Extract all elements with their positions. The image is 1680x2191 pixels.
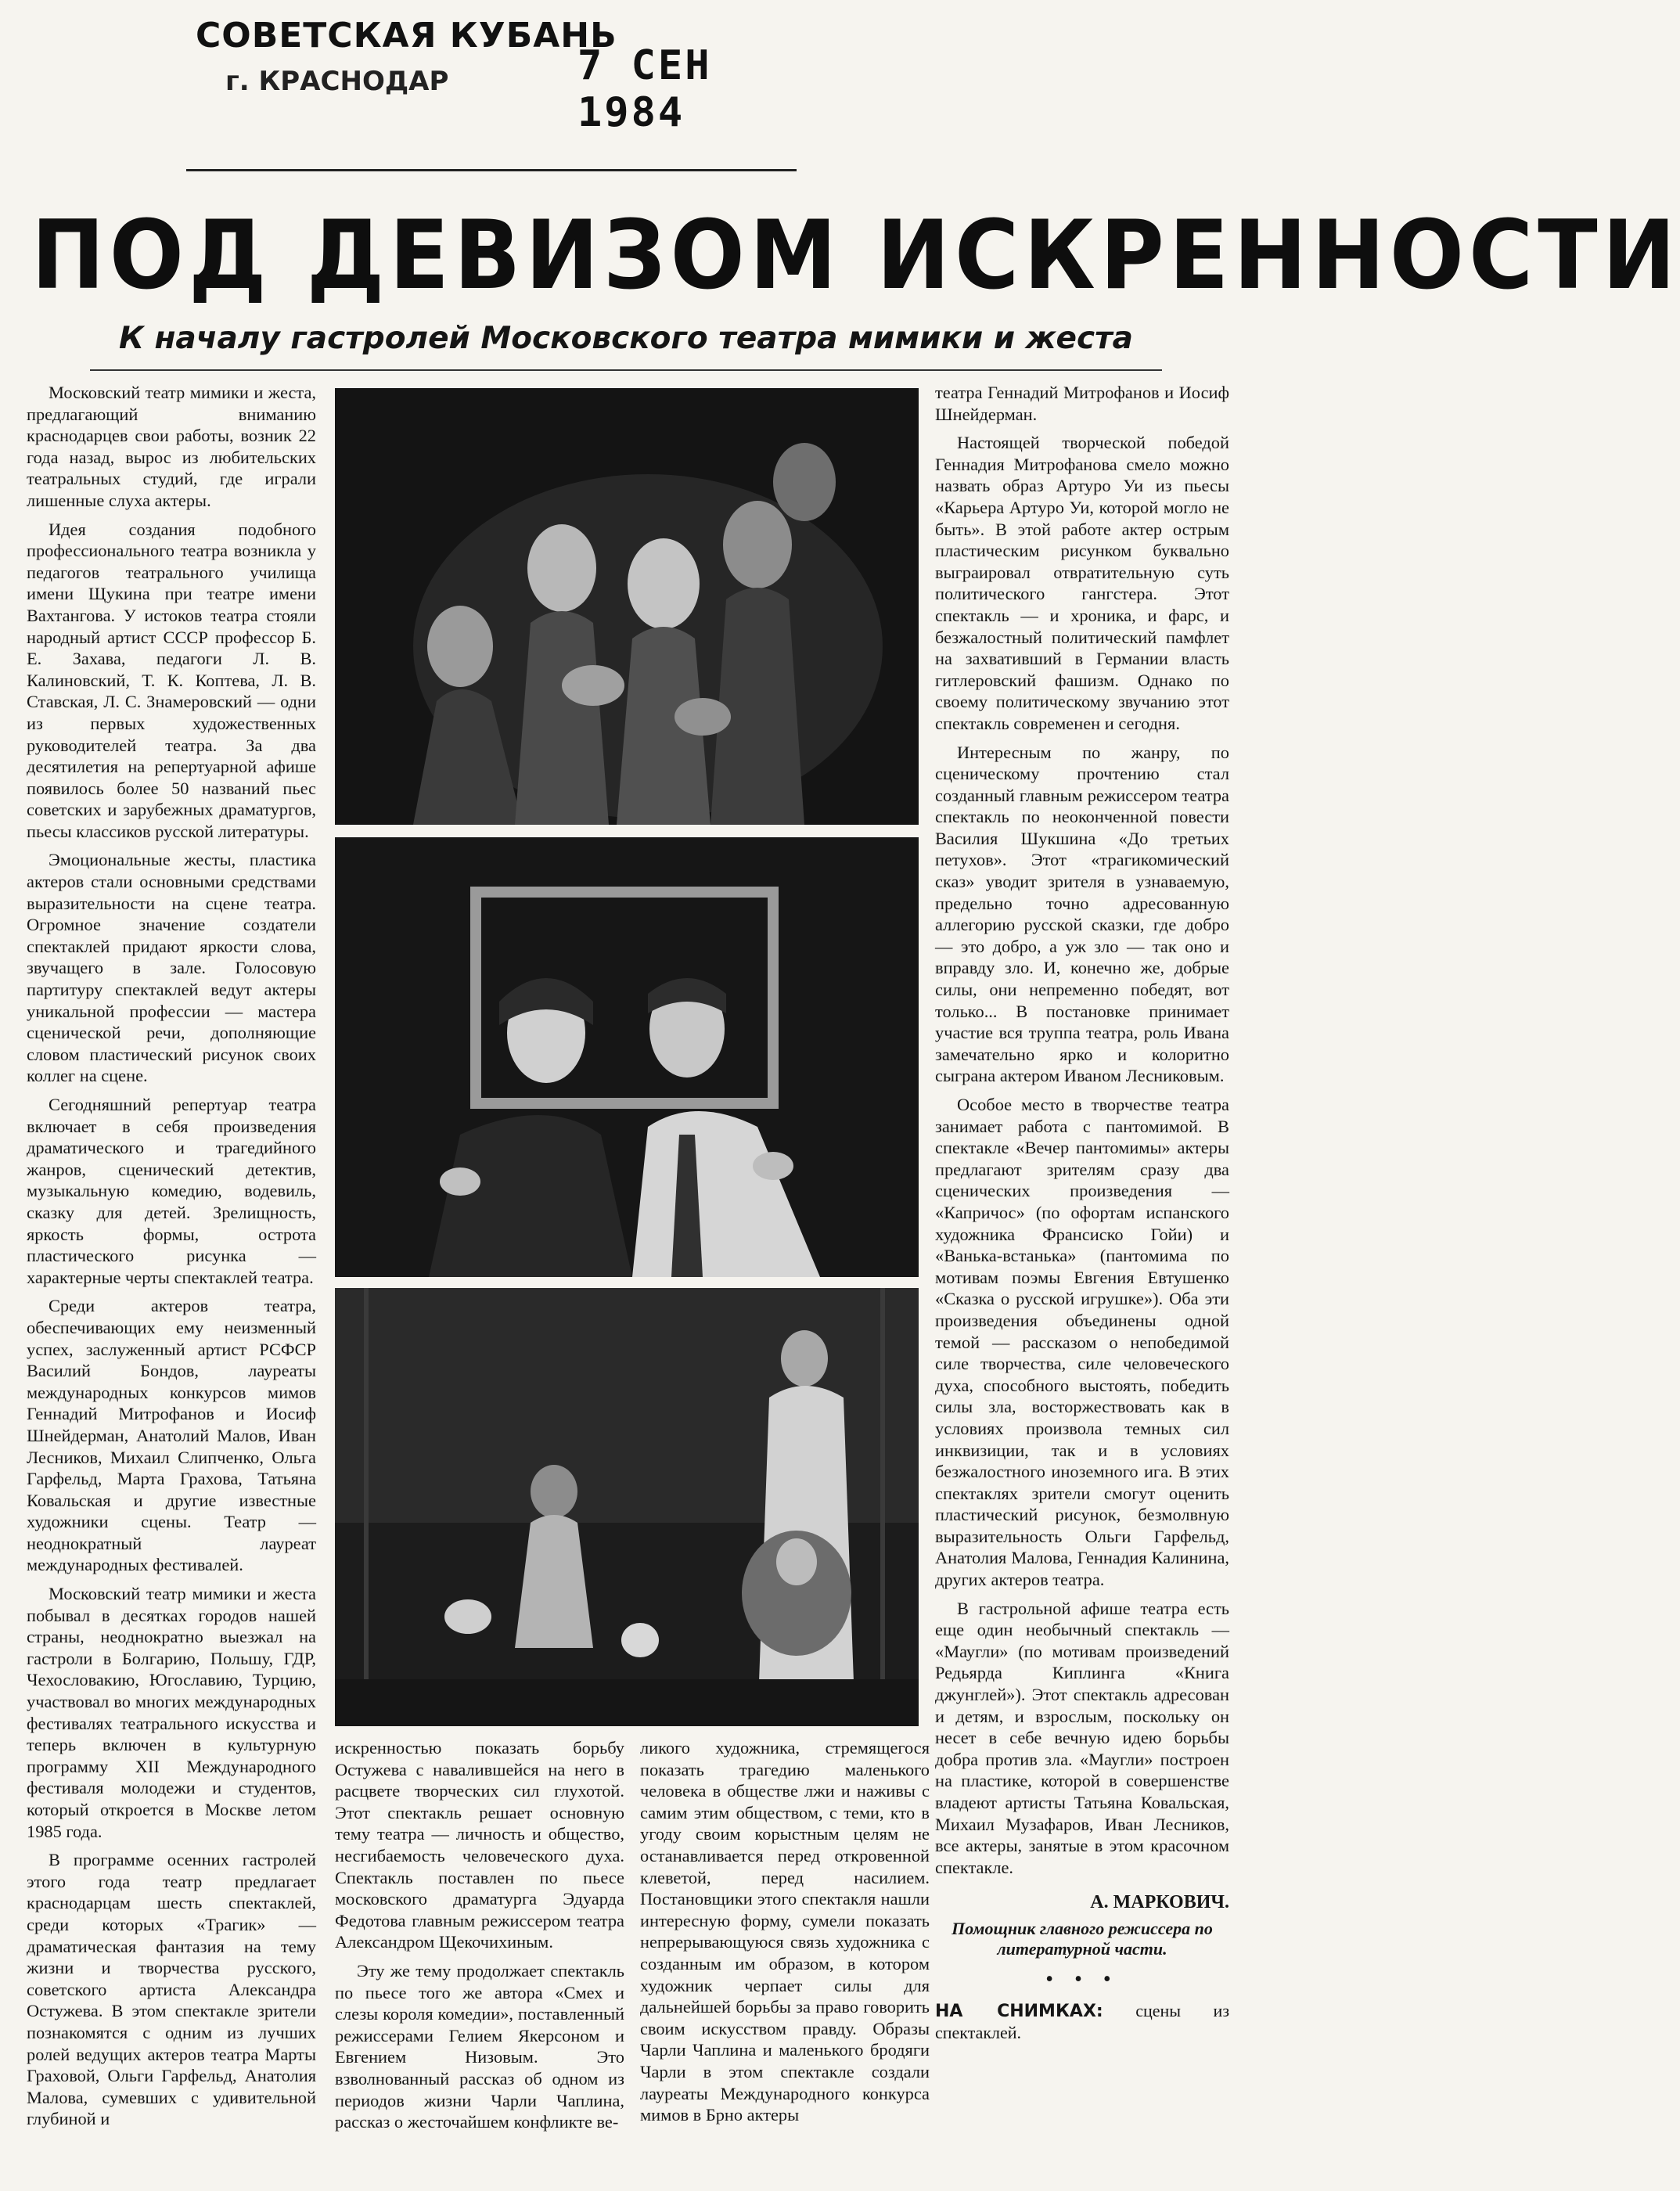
article-paragraph: искренностью показать борьбу Остужева с навалившейся на него в расцвете творческих сил глухотой. Этот спектакль решает основную тему театра — личность и общество, несгибаемость человеческого духа. Спектакль поставлен по пьесе московского драматурга Эдуарда Федотова главным режиссером театра Александром Щекочихиным. <box>335 1738 624 1952</box>
author-role: Помощник главного режиссера по литературной части. <box>952 1918 1213 1959</box>
clipping-date: 7 СЕН 1984 <box>577 42 712 136</box>
article-headline: ПОД ДЕВИЗОМ ИСКРЕННОСТИ <box>31 200 1680 311</box>
captions-label: НА СНИМКАХ: <box>935 2001 1103 2021</box>
article-column-4 <box>935 382 1229 2182</box>
subheadline-divider <box>90 369 1162 371</box>
captions-text: сцены из спектаклей. <box>935 2000 1230 2042</box>
photo-captions <box>935 2000 1229 2043</box>
article-paragraph: Эту же тему продолжает спектакль по пьесе того же автора «Смех и слезы короля комедии», поставленный режиссерами Гелием Якерсоном и Евгением Низовым. Это взволнованный рассказ об одном из периодов жизни Чарли Чаплина, рассказ о жесточайшем конфликте ве- <box>335 1960 624 2132</box>
article-paragraph: Настоящей творческой победой Геннадия Митрофанова смело можно назвать образ Артуро Уи из пьесы «Карьера Артуро Уи, которой могло не быть». В этой работе актер острым пластическим рисунком буквально выграировал отвратительную суть политического гангстера. Этот спектакль — и хроника, и фарс, и безжалостный политический памфлет на захвативший в Германии власть гитлеровский фашизм. Однако по своему политическому звучанию этот спектакль современен и сегодня. <box>935 433 1229 733</box>
article-paragraph: ликого художника, стремящегося показать трагедию маленького человека в обществе лжи и наживы с самим этим обществом, с теми, кто в угоду своим корыстным целям не останавливается перед откровенной клеветой, перед насилием. Постановщики этого спектакля нашли интересную форму, сумели показать непрерывающуюся связь художника с созданным им образом, в котором художник черпает силы для дальнейшей борьбы за право говорить своим искусством правду. Образы Чарли Чаплина и маленького бродяги Чарли в этом спектакле создали лауреаты Международного конкурса мимов в Брно актеры <box>640 1738 930 2125</box>
stage-photo-2 <box>335 837 919 1277</box>
newspaper-name: СОВЕТСКАЯ КУБАНЬ <box>196 16 617 56</box>
article-paragraph: Среди актеров театра, обеспечивающих ему неизменный успех, заслуженный артист РСФСР Василий Бондов, лауреаты международных конкурсов мимов Геннадий Митрофанов и Иосиф Шнейдерман, Анатолий Малов, Иван Лесников, Михаил Слипченко, Ольга Гарфельд, Марта Грахова, Татьяна Ковальская и другие известные художники сцены. Театр — неоднократный лауреат международных фестивалей. <box>27 1296 316 1575</box>
article-paragraph: В программе осенних гастролей этого года театр предлагает краснодарцам шесть спектаклей, среди которых «Трагик» — драматическая фантазия на тему жизни и творчества русского, советского артиста Александра Остужева. В этом спектакле зрители познакомятся с одним из лучших ролей ведущих актеров театра Марты Граховой, Ольги Гарфельд, Анатолия Малова, сумевших с удивительной глубиной и <box>27 1850 316 2129</box>
stage-photo-3 <box>335 1288 919 1726</box>
article-paragraph: Московский театр мимики и жеста, предлагающий вниманию краснодарцев свои работы, возник 22 года назад, вырос из любительских театральных студий, где играли лишенные слуха актеры. <box>27 383 316 510</box>
theatre-scene-group-icon <box>335 388 919 825</box>
newspaper-city: г. КРАСНОДАР <box>225 66 449 97</box>
author-signature: А. МАРКОВИЧ. <box>1090 1892 1229 1913</box>
stamp-divider <box>186 169 797 171</box>
article-paragraph: Особое место в творчестве театра занимает работа с пантомимой. В спектакле «Вечер пантомимы» актеры предлагают зрителям сразу два сценических произведения — «Капричос» (по офортам испанского художника Франсиско Гойи) и «Ванька-встанька» (пантомима по мотивам поэмы Евгения Евтушенко «Сказка о русской игрушке»). Оба эти произведения объединены одной темой — рассказом о непобедимой силе творчества, силе человеческого духа, способного выстоять, победить силы зла, восторжествовать как в условиях произвола темных сил инквизиции, так и в условиях безжалостного иноземного ига. В этих спектаклях зрители смогут оценить пластический рисунок, безмолвную выразительность Ольги Гарфельд, Анатолия Малова, Геннадия Калинина, других актеров театра. <box>935 1095 1229 1590</box>
article-paragraph: Интересным по жанру, по сценическому прочтению стал созданный главным режиссером театра спектакль по неоконченной повести Василия Шукшина «До третьих петухов». Этот «трагикомический сказ» уводит зрителя в узнаваемую, предельно точно адресованную аллегорию русской сказки, где добро — это добро, а уж зло — так оно и вправду зло. И, конечно же, добрые силы, они непременно победят, вот только... В постановке принимает участие вся труппа театра, роль Ивана замечательно ярко и колоритно сыграна актером Иваном Лесниковым. <box>935 742 1229 1086</box>
article-paragraph: Сегодняшний репертуар театра включает в себя произведения драматического и трагедийного жанров, сценический детектив, музыкальную комедию, водевиль, сказку для детей. Зрелищность, яркость формы, острота пластического рисунка — характерные черты спектаклей театра. <box>27 1095 316 1287</box>
theatre-scene-puppets-icon <box>335 1288 919 1726</box>
clipping-stamp <box>186 14 797 178</box>
theatre-scene-frame-icon <box>335 837 919 1277</box>
article-paragraph: В гастрольной афише театра есть еще один необычный спектакль — «Маугли» (по мотивам произведений Редьярда Киплинга «Книга джунглей»). Этот спектакль адресован и детям, и взрослым, поскольку он несет в себе вечную идею борьбы добра против зла. «Маугли» построен на пластике, которой в совершенстве владеют артисты Татьяна Ковальская, Михаил Музафаров, Иван Лесников, все актеры, занятые в этом красочном спектакле. <box>935 1598 1229 1877</box>
article-column-3 <box>640 1737 930 2183</box>
article-paragraph: Эмоциональные жесты, пластика актеров стали основными средствами выразительности на сцене театра. Огромное значение создатели спектаклей придают яркости слова, звучащего в зале. Голосовую партитуру спектаклей ведут актеры уникальной профессии — мастера сценической речи, дополняющие словом пластический рисунок своих коллег на сцене. <box>27 850 316 1086</box>
article-column-1 <box>27 382 316 2182</box>
section-separator: • • • <box>1045 1966 1119 1991</box>
article-column-4-body <box>935 382 1229 1878</box>
article-paragraph: Московский театр мимики и жеста побывал в десятках городов нашей страны, неоднократно выезжал на гастроли в Болгарию, Польшу, ГДР, Чехословакию, Югославию, Турцию, участвовал во многих международных фестивалях театрального искусства и теперь включен в культурную программу XII Международного фестиваля молодежи и студентов, который откроется в Москве летом 1985 года. <box>27 1584 316 1841</box>
stage-photo-1 <box>335 388 919 825</box>
article-subheadline: К началу гастролей Московского театра мимики и жеста <box>119 321 1133 356</box>
article-paragraph: театра Геннадий Митрофанов и Иосиф Шнейдерман. <box>935 383 1229 424</box>
article-paragraph: Идея создания подобного профессионального театра возникла у педагогов театрального училища имени Щукина при театре имени Вахтангова. У истоков театра стояли народный артист СССР профессор Б. Е. Захава, педагоги Л. В. Калиновский, Т. К. Коптева, Л. В. Ставская, Л. С. Знамеровский — одни из первых художественных руководителей театра. За два десятилетия на репертуарной афише появилось более 50 названий пьес советских и зарубежных драматургов, пьесы классиков русской литературы. <box>27 519 316 841</box>
article-column-2 <box>335 1737 624 2183</box>
